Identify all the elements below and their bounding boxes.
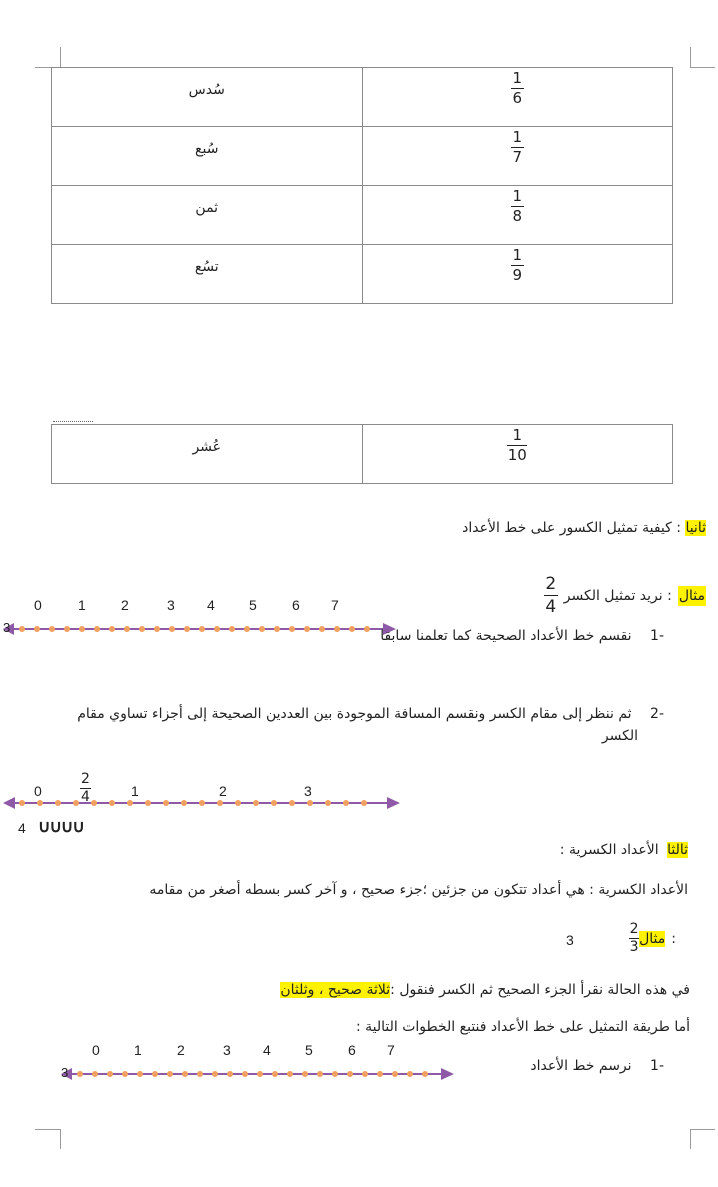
- step-3: [530, 1058, 664, 1074]
- example-line: [544, 574, 706, 617]
- numerator: 1: [512, 187, 523, 205]
- number-label: 0: [34, 597, 42, 613]
- section-label: ثانيا: [685, 520, 706, 536]
- example-colon: :: [671, 930, 676, 947]
- fraction-table: [51, 67, 673, 304]
- number-line-graphic: [58, 1042, 458, 1087]
- arc-marks: ∪∪∪∪: [38, 817, 84, 836]
- crop-mark: [60, 47, 61, 67]
- fraction: [511, 129, 524, 166]
- fraction-table-2: [51, 424, 673, 484]
- fraction-word: عُشر: [192, 439, 222, 455]
- section-label: ثالثا: [667, 842, 688, 858]
- numerator: 1: [512, 246, 523, 264]
- step-2: [77, 706, 664, 722]
- method-line: أما طريقة التمثيل على خط الأعداد فنتبع الخطوات التالية :: [355, 1019, 690, 1035]
- dotted-fragment: [53, 421, 93, 422]
- left-label: 3: [3, 620, 11, 635]
- step-number: -1: [650, 628, 664, 644]
- fraction: [511, 247, 524, 284]
- crop-mark: [690, 1129, 691, 1149]
- number-label: 5: [305, 1042, 313, 1058]
- number-line-3: [58, 1042, 458, 1087]
- number-label: 2: [121, 597, 129, 613]
- reading-line: [280, 982, 690, 998]
- step-number: -2: [650, 706, 664, 722]
- table-row: [52, 425, 673, 484]
- table-row: [52, 127, 673, 186]
- numerator: 1: [512, 426, 523, 444]
- denominator: 3: [629, 939, 639, 955]
- crop-mark: [690, 67, 715, 68]
- numerator: 2: [81, 771, 90, 787]
- reading-text: في هذه الحالة نقرأ الجزء الصحيح ثم الكسر فنقول :: [390, 982, 690, 998]
- denominator: 10: [507, 446, 527, 464]
- number-label: 6: [348, 1042, 356, 1058]
- step-number: -1: [650, 1058, 664, 1074]
- section-heading: [462, 520, 706, 536]
- number-label: 1: [131, 783, 139, 799]
- number-label: 4: [207, 597, 215, 613]
- denominator: 6: [512, 89, 523, 107]
- number-line: [0, 595, 400, 640]
- fraction-word: سُدس: [188, 82, 225, 98]
- definition: الأعداد الكسرية : هي أعداد تتكون من جزئين ؛جزء صحيح ، و آخر كسر بسطه أصغر من مقامه: [149, 882, 688, 898]
- fraction: [511, 188, 524, 225]
- table-row: [52, 186, 673, 245]
- left-label: 3: [61, 1065, 69, 1080]
- number-label: 7: [387, 1042, 395, 1058]
- numerator: 2: [629, 921, 639, 937]
- example-fraction: [544, 574, 558, 617]
- example-2: [629, 922, 676, 955]
- number-label: 7: [331, 597, 339, 613]
- crop-mark: [690, 1129, 715, 1130]
- number-label: 1: [78, 597, 86, 613]
- number-line-graphic: [0, 595, 400, 640]
- example-label: مثال: [639, 930, 666, 947]
- section-title: الأعداد الكسرية :: [559, 842, 659, 858]
- crop-mark: [60, 1129, 61, 1149]
- denominator: 8: [512, 207, 523, 225]
- step-text: نرسم خط الأعداد: [530, 1058, 632, 1074]
- table-row: [52, 245, 673, 304]
- number-label: 3: [167, 597, 175, 613]
- fraction: [511, 70, 524, 107]
- denominator: 7: [512, 148, 523, 166]
- mixed-fraction: [629, 922, 639, 955]
- fraction-word: تسُع: [194, 259, 219, 275]
- number-label: 0: [34, 783, 42, 799]
- number-line-2: [0, 770, 410, 840]
- step-2-continued: الكسر: [601, 728, 638, 744]
- number-label: 3: [223, 1042, 231, 1058]
- denominator: 9: [512, 266, 523, 284]
- number-label: 3: [304, 783, 312, 799]
- step-text: نقسم خط الأعداد الصحيحة كما تعلمنا سابقا: [380, 628, 632, 644]
- reading-highlight: ثلاثة صحيح ، وثلثان: [280, 982, 391, 998]
- example-label: مثال: [678, 587, 705, 604]
- denominator: 4: [81, 789, 90, 805]
- step-1: [380, 628, 664, 644]
- fraction: [507, 427, 527, 464]
- under-label: 4: [18, 820, 26, 836]
- number-label: 5: [249, 597, 257, 613]
- crop-mark: [35, 1129, 60, 1130]
- denominator: 4: [545, 597, 557, 617]
- table-row: [52, 68, 673, 127]
- number-label: 4: [263, 1042, 271, 1058]
- numerator: 1: [512, 128, 523, 146]
- fraction-word: سُبع: [195, 141, 219, 157]
- number-label: 6: [292, 597, 300, 613]
- section-heading-3: [560, 842, 688, 858]
- whole-number: 3: [566, 932, 574, 948]
- numerator: 1: [512, 69, 523, 87]
- number-label: 1: [134, 1042, 142, 1058]
- number-label: 2: [219, 783, 227, 799]
- number-label: 0: [92, 1042, 100, 1058]
- crop-mark: [690, 47, 691, 67]
- numerator: 2: [545, 574, 557, 594]
- step-text: ثم ننظر إلى مقام الكسر ونقسم المسافة الموجودة بين العددين الصحيحة إلى أجزاء تساوي مقام: [77, 706, 632, 722]
- section-title: : كيفية تمثيل الكسور على خط الأعداد: [462, 520, 681, 536]
- example-text: : نريد تمثيل الكسر: [563, 587, 672, 604]
- number-label: 2: [177, 1042, 185, 1058]
- fraction-word: ثمن: [195, 200, 219, 216]
